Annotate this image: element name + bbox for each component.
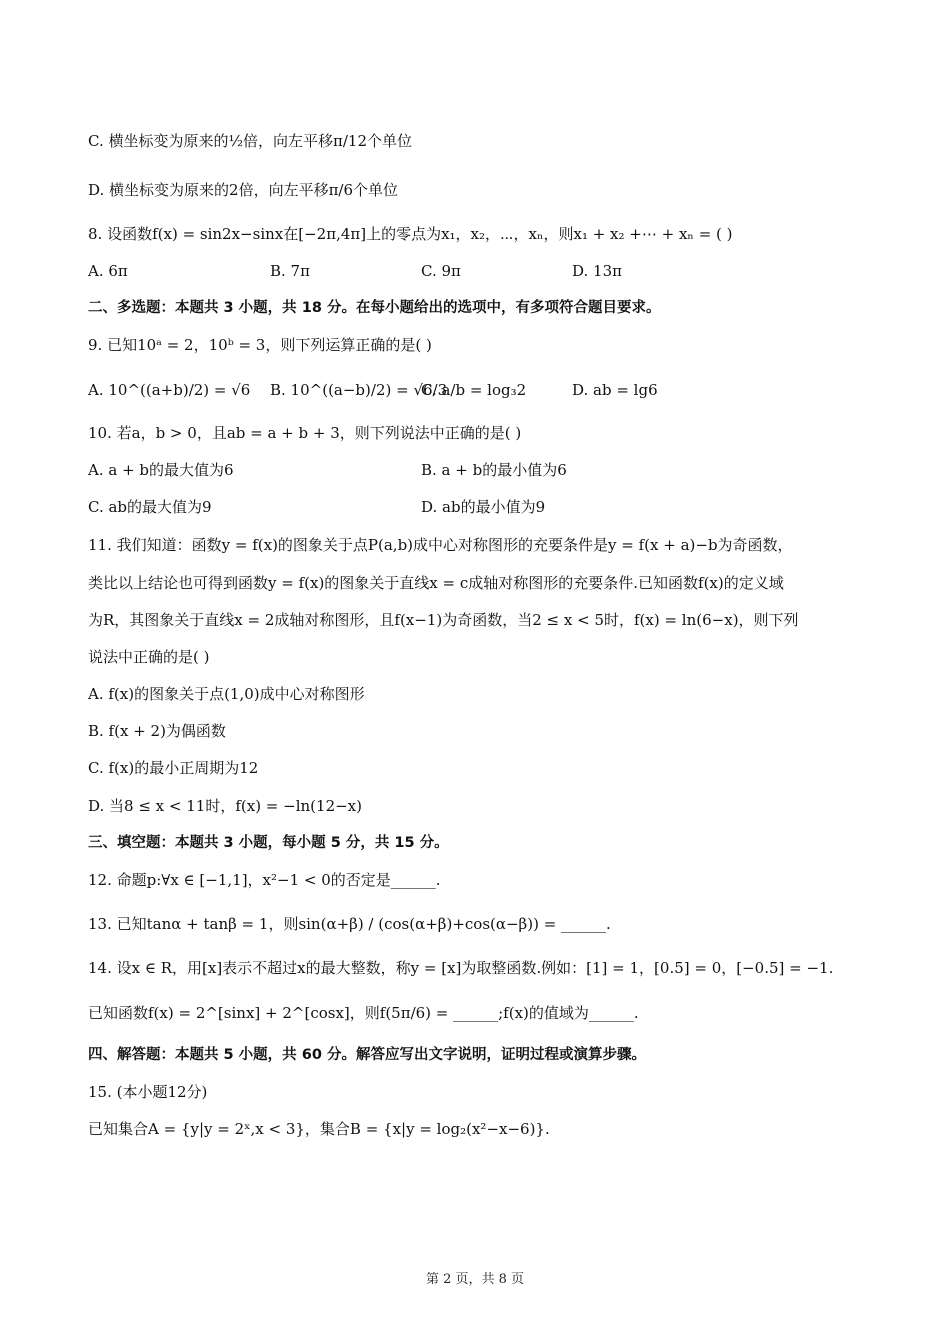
q8-option-a: A. 6π	[88, 262, 128, 280]
question-11-line-1: 11. 我们知道：函数y = f(x)的图象关于点P(a,b)成中心对称图形的充要条件是y = f(x + a)−b为奇函数，	[88, 536, 793, 554]
question-15-title: 15. (本小题12分)	[88, 1083, 208, 1101]
question-14-line-2: 已知函数f(x) = 2^[sinx] + 2^[cosx]，则f(5π/6) = ______;f(x)的值域为______.	[88, 1004, 639, 1022]
q11-option-b: B. f(x + 2)为偶函数	[88, 722, 226, 740]
question-11-line-2: 类比以上结论也可得到函数y = f(x)的图象关于直线x = c成轴对称图形的充要条件.已知函数f(x)的定义域	[88, 574, 784, 592]
question-9: 9. 已知10ᵃ = 2，10ᵇ = 3，则下列运算正确的是( )	[88, 336, 432, 354]
q9-option-b: B. 10^((a−b)/2) = √6/3	[270, 381, 448, 399]
question-11-line-4: 说法中正确的是( )	[88, 648, 210, 666]
section-4-heading: 四、解答题：本题共 5 小题，共 60 分。解答应写出文字说明，证明过程或演算步骤。	[88, 1047, 646, 1063]
q8-option-b: B. 7π	[270, 262, 310, 280]
q9-option-d: D. ab = lg6	[572, 381, 658, 399]
question-14-line-1: 14. 设x ∈ R，用[x]表示不超过x的最大整数，称y = [x]为取整函数.例如：[1] = 1，[0.5] = 0，[−0.5] = −1.	[88, 959, 834, 977]
q11-option-a: A. f(x)的图象关于点(1,0)成中心对称图形	[88, 685, 365, 703]
question-8: 8. 设函数f(x) = sin2x−sinx在[−2π,4π]上的零点为x₁，x₂，⋯，xₙ，则x₁ + x₂ +⋯ + xₙ = ( )	[88, 225, 733, 243]
question-12: 12. 命题p:∀x ∈ [−1,1]，x²−1 < 0的否定是______.	[88, 871, 441, 889]
q11-option-d: D. 当8 ≤ x < 11时，f(x) = −ln(12−x)	[88, 797, 362, 815]
q10-option-d: D. ab的最小值为9	[421, 498, 546, 516]
page-footer: 第 2 页，共 8 页	[425, 1272, 525, 1287]
question-10: 10. 若a，b > 0，且ab = a + b + 3，则下列说法中正确的是( )	[88, 424, 522, 442]
question-15-body: 已知集合A = {y|y = 2ˣ,x < 3}，集合B = {x|y = log₂(x²−x−6)}.	[88, 1120, 550, 1138]
q10-option-a: A. a + b的最大值为6	[88, 461, 234, 479]
q8-option-d: D. 13π	[572, 262, 622, 280]
q11-option-c: C. f(x)的最小正周期为12	[88, 759, 259, 777]
q9-option-c: C. a/b = log₃2	[421, 381, 527, 399]
q7-option-d: D. 横坐标变为原来的2倍，向左平移π/6个单位	[88, 181, 399, 199]
section-2-heading: 二、多选题：本题共 3 小题，共 18 分。在每小题给出的选项中，有多项符合题目要求。	[88, 300, 661, 316]
q10-option-c: C. ab的最大值为9	[88, 498, 212, 516]
q9-option-a: A. 10^((a+b)/2) = √6	[88, 381, 251, 399]
question-11-line-3: 为R，其图象关于直线x = 2成轴对称图形，且f(x−1)为奇函数，当2 ≤ x < 5时，f(x) = ln(6−x)，则下列	[88, 611, 799, 629]
q7-option-c: C. 横坐标变为原来的½倍，向左平移π/12个单位	[88, 132, 413, 150]
q8-option-c: C. 9π	[421, 262, 461, 280]
q10-option-b: B. a + b的最小值为6	[421, 461, 567, 479]
question-13: 13. 已知tanα + tanβ = 1，则sin(α+β) / (cos(α+β)+cos(α−β)) = ______.	[88, 915, 611, 933]
section-3-heading: 三、填空题：本题共 3 小题，每小题 5 分，共 15 分。	[88, 835, 449, 851]
